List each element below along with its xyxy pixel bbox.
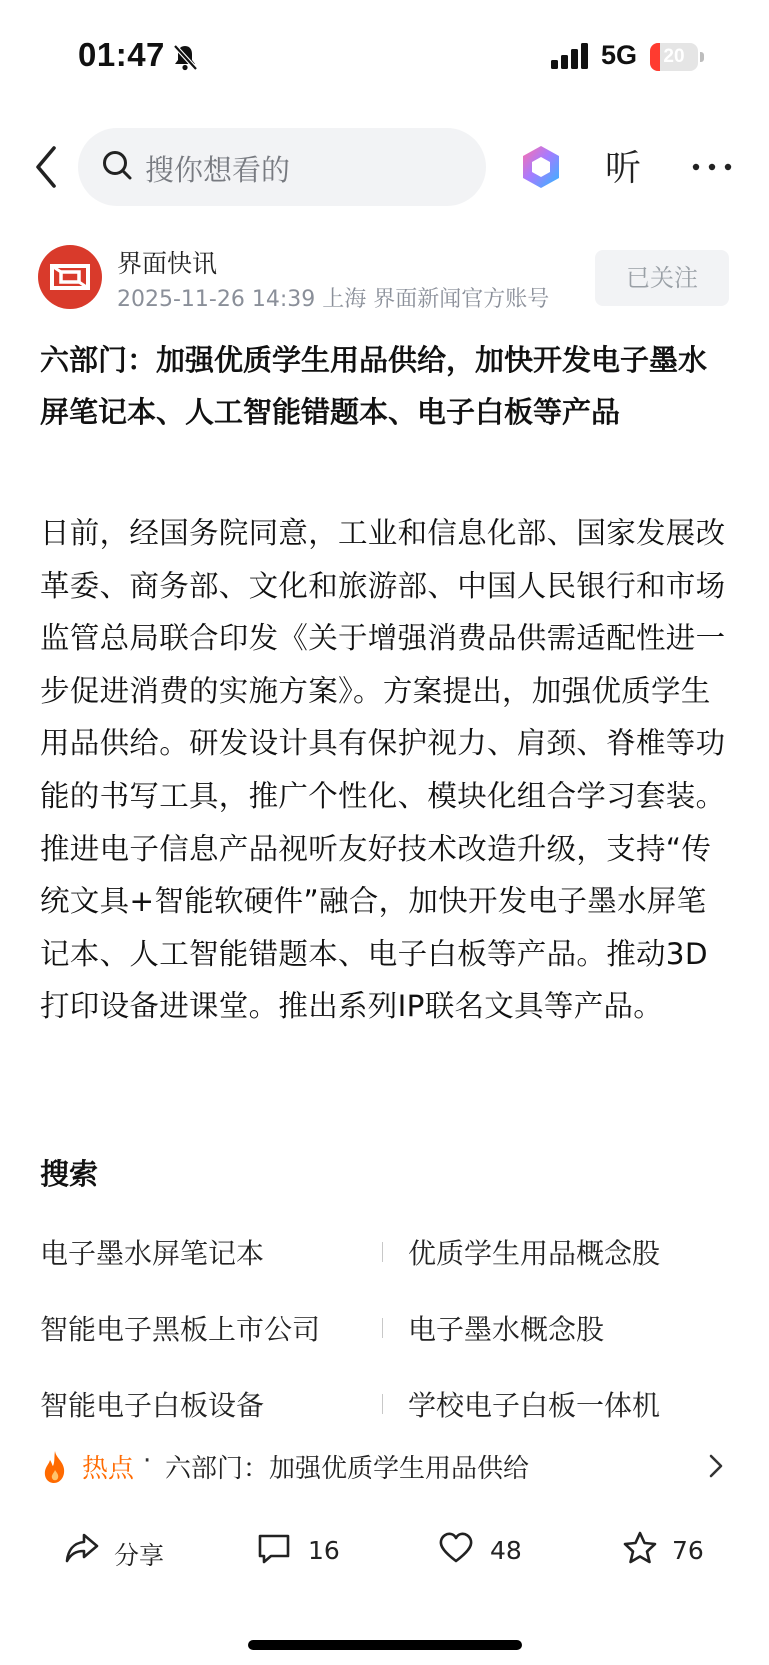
share-button[interactable]	[64, 1530, 174, 1576]
follow-button[interactable]: 已关注	[595, 250, 729, 306]
chevron-right-icon	[706, 1452, 726, 1480]
search-suggestion[interactable]: 电子墨水屏笔记本	[40, 1237, 265, 1270]
signal-icon	[551, 43, 591, 69]
article-body: 日前，经国务院同意，工业和信息化部、国家发展改革委、商务部、文化和旅游部、中国人民银行和市场监管总局联合印发《关于增强消费品供需适配性进一步促进消费的实施方案》。方案提出，加强优质学生用品供给。研发设计具有保护视力、肩颈、脊椎等功能的书写工具，推广个性化、模块化组合学习套装。推进电子信息产品视听友好技术改造升级，支持“传统文具+智能软硬件”融合，加快开发电子墨水屏笔记本、人工智能错题本、电子白板等产品。推动3D打印设备进课堂。推出系列IP联名文具等产品。	[40, 516, 726, 1024]
favorite-count: 76	[672, 1536, 704, 1565]
search-suggestion[interactable]: 优质学生用品概念股	[408, 1237, 661, 1270]
search-placeholder: 搜你想看的	[145, 153, 291, 187]
search-heading: 搜索	[40, 1157, 99, 1191]
fire-icon	[40, 1450, 70, 1484]
battery-icon	[650, 43, 706, 71]
bell-muted-icon	[170, 42, 200, 72]
divider	[382, 1242, 383, 1262]
comment-button[interactable]	[256, 1530, 356, 1576]
heart-icon	[438, 1530, 474, 1566]
back-icon[interactable]	[30, 142, 66, 192]
author-name[interactable]: 界面快讯	[117, 249, 218, 278]
comment-icon	[256, 1530, 292, 1566]
comment-count: 16	[308, 1536, 340, 1565]
search-suggestion[interactable]: 电子墨水概念股	[408, 1313, 605, 1346]
article-title: 六部门：加强优质学生用品供给，加快开发电子墨水屏笔记本、人工智能错题本、电子白板等产品	[40, 343, 708, 429]
share-label: 分享	[114, 1541, 165, 1570]
favorite-button[interactable]	[622, 1530, 722, 1576]
search-suggestion[interactable]: 智能电子黑板上市公司	[40, 1313, 321, 1346]
hot-separator: ·	[143, 1446, 152, 1476]
listen-button[interactable]: 听	[605, 148, 642, 189]
like-button[interactable]	[438, 1530, 538, 1576]
star-icon	[622, 1530, 658, 1566]
search-suggestion[interactable]: 智能电子白板设备	[40, 1389, 265, 1422]
author-meta: 2025-11-26 14:39 上海 界面新闻官方账号	[117, 287, 550, 312]
status-bar	[0, 0, 769, 100]
share-icon	[64, 1530, 100, 1566]
divider	[382, 1394, 383, 1414]
home-indicator[interactable]	[248, 1640, 522, 1650]
search-input[interactable]	[78, 128, 486, 206]
network-label: 5G	[601, 40, 638, 70]
search-suggestion[interactable]: 学校电子白板一体机	[408, 1389, 661, 1422]
search-icon	[100, 148, 136, 184]
status-time: 01:47	[78, 36, 165, 73]
more-icon[interactable]	[690, 150, 734, 184]
hot-topic-text: 六部门：加强优质学生用品供给	[165, 1454, 530, 1484]
like-count: 48	[490, 1536, 522, 1565]
divider	[382, 1318, 383, 1338]
ai-assistant-icon[interactable]	[518, 144, 564, 190]
hot-topic-bar[interactable]	[0, 1432, 769, 1496]
battery-level: 20	[663, 46, 685, 67]
avatar[interactable]	[38, 245, 102, 309]
hot-label: 热点	[82, 1454, 135, 1484]
